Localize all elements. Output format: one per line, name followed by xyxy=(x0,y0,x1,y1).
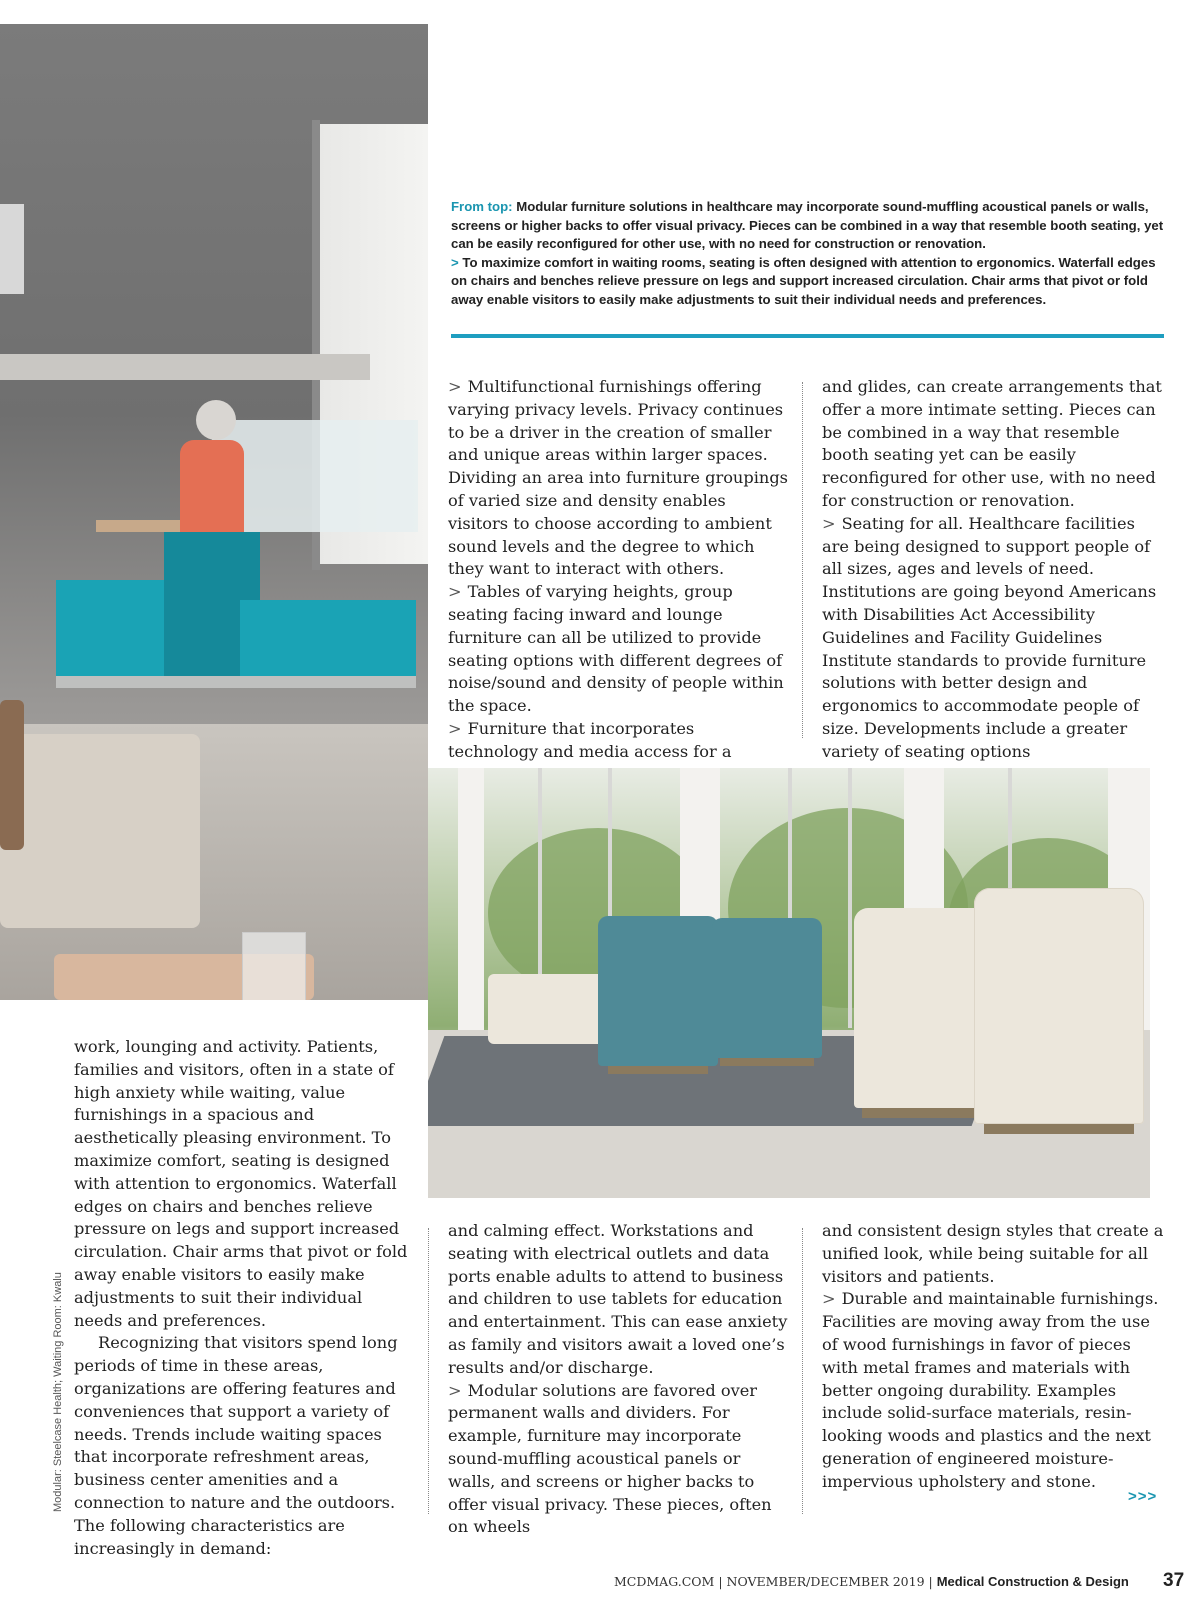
column-divider xyxy=(802,382,803,738)
photo-caption xyxy=(451,198,1166,309)
upper-column-a xyxy=(448,376,788,786)
paragraph-text: and calming effect. Workstations and seating with electrical outlets and data ports enable adults to attend to business and children to use tablets for education and entertainment. This can ease anxiety as family and visitors await a loved one’s results and/or discharge. xyxy=(448,1221,788,1377)
column-divider xyxy=(428,1228,429,1514)
beige-sofa xyxy=(0,734,200,928)
wingback-chair-blue xyxy=(598,916,718,1066)
bullet-arrow: > xyxy=(448,718,462,738)
paragraph-text: Modular solutions are favored over permanent walls and dividers. For example, furniture may incorporate sound-muffling acoustical panels or walls, and screens or higher backs to offer visual privacy. These pieces, often on wheels xyxy=(448,1380,772,1537)
paragraph: Recognizing that visitors spend long periods of time in these areas, organizations are offering features and conveniences that support a variety of needs. Trends include waiting spaces that incorporate refreshment areas, business center amenities and a connection to nature and the outdoors. The following characteristics are increasingly in demand: xyxy=(74,1333,398,1558)
paragraph xyxy=(822,1220,1166,1288)
teal-seat-right xyxy=(240,600,416,680)
wingback-chair-blue xyxy=(712,918,822,1058)
paragraph-text: Furniture that incorporates technology and media access for a xyxy=(448,718,732,761)
paragraph-text: and glides, can create arrangements that offer a more intimate setting. Pieces can be combined in a way that resemble booth seating yet can be easily reconfigured for other use, with no need for construction or renovation. xyxy=(822,377,1162,510)
wingback-chair-cream xyxy=(854,908,990,1108)
chair-base xyxy=(608,1066,708,1074)
teal-seat-left xyxy=(56,580,174,676)
paragraph-text: Tables of varying heights, group seating facing inward and lounge furniture can all be utilized to provide seating options with different degrees of noise/sound and density of people within the space. xyxy=(448,582,784,716)
photo-credit-text: Modular: Steelcase Health; Waiting Room: Kwalu xyxy=(52,1272,64,1512)
paragraph xyxy=(822,513,1166,764)
footer-magazine: Medical Construction & Design xyxy=(936,1574,1129,1589)
waiting-room-photo xyxy=(428,768,1150,1198)
wingback-chair-cream xyxy=(974,888,1144,1124)
footer-issue: NOVEMBER/DECEMBER 2019 xyxy=(726,1574,925,1589)
footer-separator: | xyxy=(928,1574,933,1589)
lower-column-2 xyxy=(448,1220,788,1539)
lower-column-3 xyxy=(822,1220,1166,1494)
chair-base xyxy=(862,1108,982,1118)
paragraph-text: and consistent design styles that create a unified look, while being suitable for all visitors and patients. xyxy=(822,1221,1164,1286)
paragraph xyxy=(448,1220,788,1380)
upper-column-b xyxy=(822,376,1166,764)
caption-rule xyxy=(451,334,1164,338)
person-head xyxy=(196,400,236,440)
paragraph-text: Seating for all. Healthcare facilities are being designed to support people of all sizes, ages and levels of need. Institutions are going beyond Americans with Disabilities Act Accessibility Guidelines and Facility Guidelines Institute standards to provide furniture solutions with better design and ergonomics to accommodate people of size. Developments include a greater variety of seating options xyxy=(822,513,1157,761)
wall-sign xyxy=(0,204,24,294)
modular-furniture-photo xyxy=(0,24,428,1000)
continue-marker: >>> xyxy=(1128,1488,1158,1505)
bench-frame xyxy=(56,676,416,688)
footer-separator: | xyxy=(718,1574,723,1589)
wall-rail xyxy=(0,354,370,380)
paragraph xyxy=(448,581,788,718)
paragraph: work, lounging and activity. Patients, families and visitors, often in a state of high anxiety while waiting, value furnishings in a spacious and aesthetically pleasing environment. To maximize comfort, seating is designed with attention to ergonomics. Waterfall edges on chairs and benches relieve pressure on legs and support increased circulation. Chair arms that pivot or fold away enable visitors to easily make adjustments to suit their individual needs and preferences. xyxy=(74,1037,408,1330)
column-divider xyxy=(802,1228,803,1514)
page-number: 37 xyxy=(1163,1570,1185,1591)
bullet-arrow: > xyxy=(822,513,836,533)
chair-base xyxy=(984,1124,1134,1134)
lower-column-1 xyxy=(74,1036,414,1560)
bullet-arrow: > xyxy=(822,1289,836,1309)
caption-text-2: To maximize comfort in waiting rooms, seating is often designed with attention to ergonomics. Waterfall edges on chairs and benches relieve pressure on legs and support increased circulation. Chair arms that pivot or fold away enable visitors to easily make adjustments to suit their individual needs and preferences. xyxy=(451,254,1156,307)
paragraph-text: Multifunctional furnishings offering varying privacy levels. Privacy continues to be a driver in the creation of smaller and unique areas within larger spaces. Dividing an area into furniture groupings of varied size and density enables visitors to choose according to ambient sound levels and the degree to which they want to interact with others. xyxy=(448,377,788,579)
bullet-arrow: > xyxy=(448,377,462,396)
side-table xyxy=(96,520,180,532)
window-mullion xyxy=(848,768,852,1028)
page-footer xyxy=(614,1574,1129,1589)
bullet-arrow: > xyxy=(448,1380,462,1400)
paragraph xyxy=(822,1288,1166,1493)
caption-text-1: Modular furniture solutions in healthcare may incorporate sound-muffling acoustical panels or walls, screens or higher backs to offer visual privacy. Pieces can be combined in a way that resemble booth seating, yet can be easily reconfigured for other use, with no need for construction or renovation. xyxy=(451,199,1164,251)
paragraph xyxy=(822,376,1166,513)
paragraph xyxy=(448,1380,788,1540)
footer-site: MCDMAG.COM xyxy=(614,1574,715,1589)
chair-base xyxy=(720,1058,814,1066)
lounge-chair xyxy=(488,974,608,1044)
glass-vase xyxy=(242,932,306,1000)
caption-lead: From top: xyxy=(451,199,513,214)
caption-arrow: > xyxy=(451,254,459,270)
paragraph-text: Durable and maintainable furnishings. Facilities are moving away from the use of wood furnishings in favor of pieces with metal frames and materials with better ongoing durability. Examples include solid-surface materials, resin-looking woods and plastics and the next generation of engineered moisture-impervious upholstery and stone. xyxy=(822,1289,1159,1491)
bullet-arrow: > xyxy=(448,582,462,602)
column xyxy=(458,768,484,1048)
handbag xyxy=(0,700,24,850)
paragraph xyxy=(448,376,788,581)
